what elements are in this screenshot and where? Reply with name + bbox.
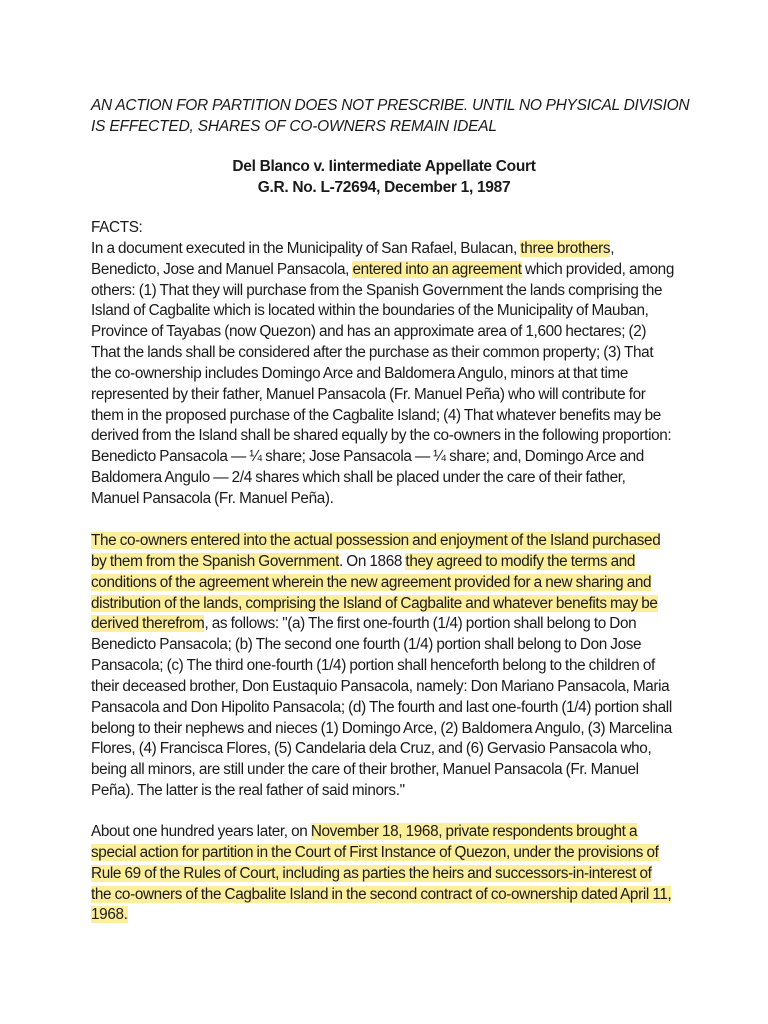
paragraph-line: Baldomera Angulo — 2/4 shares which shall be placed under the care of their father,	[91, 469, 626, 487]
paragraph-line: Benedicto Pansacola — ¼ share; Jose Pansacola — ¼ share; and, Domingo Arce and	[91, 448, 644, 466]
paragraph-line: Manuel Pansacola (Fr. Manuel Peña).	[91, 489, 334, 507]
paragraph-second-agreement	[91, 531, 681, 802]
paragraph-line: That the lands shall be considered after the purchase as their common property; (3) That	[91, 344, 654, 362]
highlight: special action for partition in the Court of First Instance of Quezon, under the provisions of	[91, 843, 659, 861]
paragraph-line	[91, 905, 681, 926]
highlight: derived therefrom	[91, 615, 205, 633]
paragraph-partition-action	[91, 822, 681, 926]
heading-line: IS EFFECTED, SHARES OF CO-OWNERS REMAIN IDEAL	[91, 118, 497, 135]
heading-line: AN ACTION FOR PARTITION DOES NOT PRESCRIBE. UNTIL NO PHYSICAL DIVISION	[91, 97, 690, 114]
paragraph-line	[91, 843, 681, 864]
case-citation: G.R. No. L-72694, December 1, 1987	[257, 179, 511, 196]
paragraph-line: their deceased brother, Don Eustaquio Pansacola, namely: Don Mariano Pansacola, Maria	[91, 677, 670, 695]
highlight: three brothers	[520, 239, 611, 257]
paragraph-line: Province of Tayabas (now Quezon) and has an approximate area of 1,600 hectares; (2)	[91, 323, 647, 341]
paragraph-line: the co-ownership includes Domingo Arce and Baldomera Angulo, minors at that time	[91, 364, 629, 382]
facts-label: FACTS:	[91, 219, 143, 236]
paragraph-line	[91, 864, 681, 885]
paragraph-line: others: (1) That they will purchase from the Spanish Government the lands comprising the	[91, 281, 663, 299]
highlight: the co-owners of the Cagbalite Island in the second contract of co-ownership dated April 11,	[91, 885, 672, 903]
highlight: conditions of the agreement wherein the new agreement provided for a new sharing and	[91, 573, 652, 591]
paragraph-line	[91, 885, 681, 906]
paragraph-line: Benedicto Pansacola; (b) The second one fourth (1/4) portion shall belong to Don Jose	[91, 636, 642, 654]
paragraph-line: belong to their nephews and nieces (1) Domingo Arce, (2) Baldomera Angulo, (3) Marcelina	[91, 719, 672, 737]
paragraph-line	[91, 531, 681, 552]
paragraph-line: Island of Cagbalite which is located within the boundaries of the Municipality of Mauban,	[91, 302, 649, 320]
highlight: they agreed to modify the terms and	[405, 552, 636, 570]
highlight: November 18, 1968, private respondents brought a	[310, 823, 638, 840]
paragraph-line: by them from the Spanish Government. On 1868 they agreed to modify the terms and	[91, 552, 636, 570]
paragraph-line: Flores, (4) Francisca Flores, (5) Candelaria dela Cruz, and (6) Gervasio Pansacola who,	[91, 740, 652, 758]
paragraph-line: Pansacola; (c) The third one-fourth (1/4) portion shall henceforth belong to the children of	[91, 657, 655, 675]
highlight: distribution of the lands, comprising the Island of Cagbalite and whatever benefits may be	[91, 594, 658, 612]
paragraph-line: About one hundred years later, on November 18, 1968, private respondents brought a	[91, 823, 638, 840]
paragraph-line	[91, 573, 681, 594]
paragraph-line: Peña). The latter is the real father of said minors."	[91, 782, 405, 800]
paragraph-line: represented by their father, Manuel Pansacola (Fr. Manuel Peña) who will contribute for	[91, 385, 646, 403]
paragraph-line	[91, 594, 681, 615]
highlight: The co-owners entered into the actual possession and enjoyment of the Island purchased	[91, 532, 661, 549]
paragraph-line: being all minors, are still under the care of their brother, Manuel Pansacola (Fr. Manuel	[91, 761, 639, 779]
paragraph-line: Pansacola and Don Hipolito Pansacola; (d) The fourth and last one-fourth (1/4) portion shall	[91, 698, 672, 716]
facts-section	[91, 218, 681, 510]
highlight: entered into an agreement	[352, 260, 522, 278]
highlight: by them from the Spanish Government	[91, 552, 339, 570]
highlight: Rule 69 of the Rules of Court, including as parties the heirs and successors-in-interest of	[91, 864, 652, 882]
case-title: Del Blanco v. Iintermediate Appellate Court	[232, 158, 536, 175]
highlight: 1968.	[91, 906, 128, 924]
paragraph-line: derived therefrom, as follows: "(a) The first one-fourth (1/4) portion shall belong to Don	[91, 615, 637, 633]
paragraph-line: derived from the Island shall be shared equally by the co-owners in the following proportion:	[91, 427, 672, 445]
paragraph-line: Benedicto, Jose and Manuel Pansacola, entered into an agreement which provided, among	[91, 260, 674, 278]
paragraph-line: In a document executed in the Municipality of San Rafael, Bulacan, three brothers,	[91, 239, 615, 257]
paragraph-line: them in the proposed purchase of the Cagbalite Island; (4) That whatever benefits may be	[91, 406, 661, 424]
doctrine-heading	[91, 95, 691, 137]
case-title-block	[0, 156, 768, 198]
